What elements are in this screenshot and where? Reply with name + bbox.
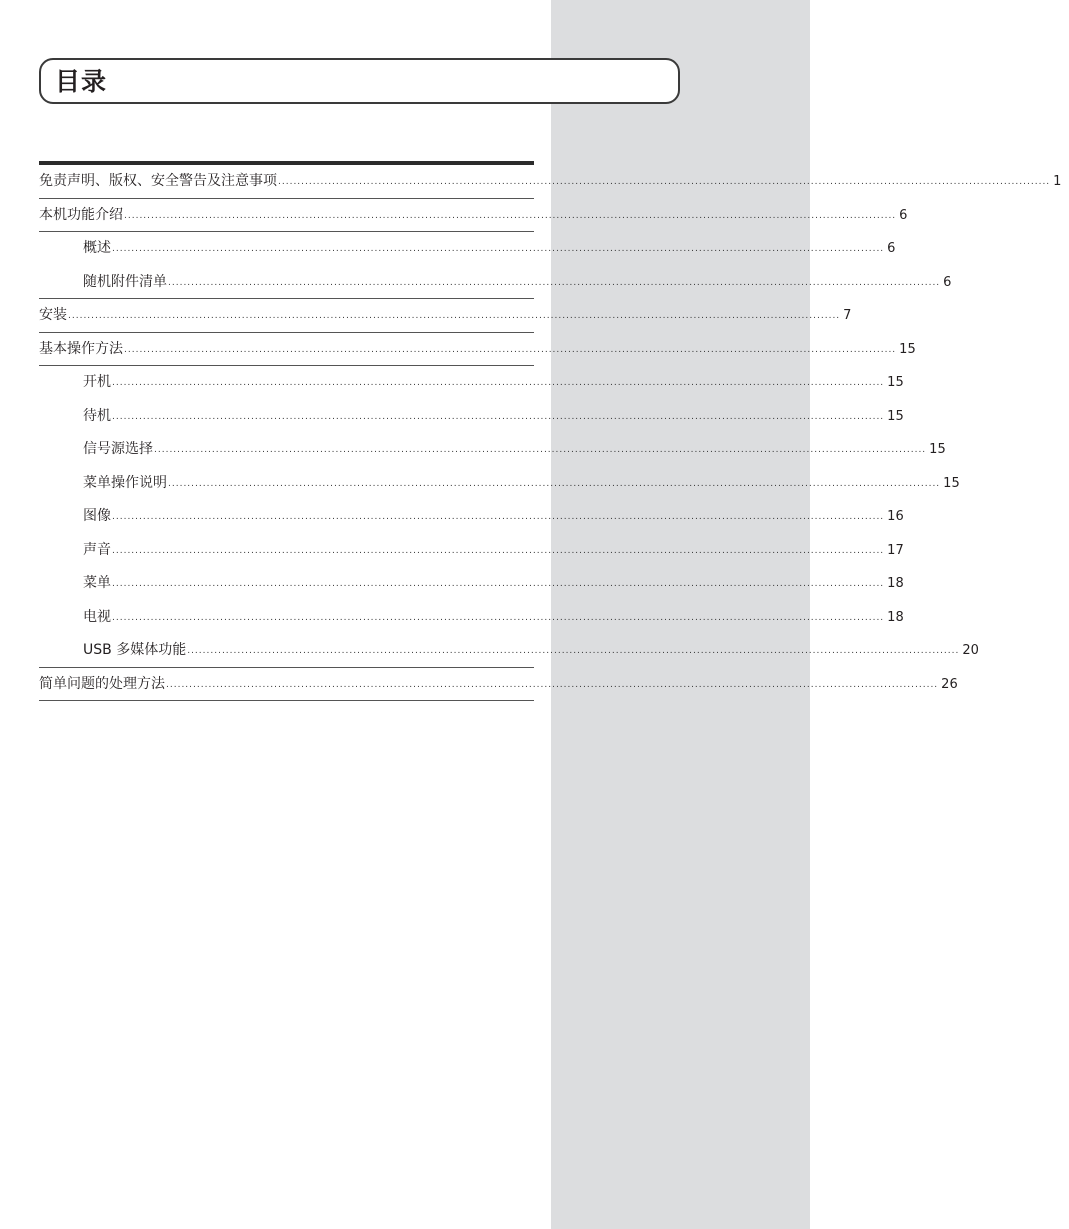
toc-entry[interactable] <box>39 534 904 568</box>
toc-entry-page: 6 <box>899 207 908 223</box>
toc-entry-label: 菜单操作说明 <box>83 474 167 491</box>
dot-leader: ........................................................................................................................................................................................................ <box>112 545 885 556</box>
toc-entry-label: 免责声明、版权、安全警告及注意事项 <box>39 173 277 189</box>
toc-entry[interactable] <box>39 634 979 668</box>
toc-entry-label: 待机 <box>83 407 111 424</box>
toc-entry[interactable] <box>39 299 852 333</box>
dot-leader: ........................................................................................................................................................................................................ <box>68 311 841 321</box>
dot-leader: ........................................................................................................................................................................................................ <box>112 512 885 522</box>
toc-entry-page: 15 <box>929 442 946 457</box>
dot-leader: ........................................................................................................................................................................................................ <box>112 612 885 623</box>
toc-entry[interactable] <box>39 400 904 434</box>
toc-entry-label: 信号源选择 <box>83 441 153 457</box>
toc-entry[interactable] <box>39 333 916 367</box>
dot-leader: ........................................................................................................................................................................................................ <box>124 210 897 221</box>
toc-entry[interactable] <box>39 199 908 233</box>
toc-entry-label: USB 多媒体功能 <box>83 642 187 658</box>
toc-entry[interactable] <box>39 232 896 266</box>
dot-leader: ........................................................................................................................................................................................................ <box>168 277 941 288</box>
toc-entry[interactable] <box>39 668 958 702</box>
toc-entry-page: 26 <box>941 676 958 692</box>
toc-entry-label: 随机附件清单 <box>83 273 167 290</box>
toc-entry-label: 电视 <box>83 608 111 625</box>
toc-entry[interactable] <box>39 366 904 400</box>
toc-entry-page: 7 <box>843 308 852 323</box>
toc-entry[interactable] <box>39 165 1062 199</box>
toc-entry[interactable] <box>39 567 904 601</box>
table-of-contents <box>39 161 1062 701</box>
toc-entry-label: 简单问题的处理方法 <box>39 675 165 692</box>
toc-entry-page: 15 <box>887 375 904 390</box>
toc-entry[interactable] <box>39 433 946 467</box>
dot-leader: ........................................................................................................................................................................................................ <box>168 478 941 489</box>
toc-entry-page: 17 <box>887 542 904 558</box>
dot-leader: ........................................................................................................................................................................................................ <box>112 579 885 589</box>
toc-entry-label: 基本操作方法 <box>39 340 123 357</box>
page-title: 目录 <box>55 67 108 96</box>
toc-entry[interactable] <box>39 500 904 534</box>
dot-leader: ........................................................................................................................................................................................................ <box>278 177 1051 187</box>
toc-entry[interactable] <box>39 601 904 635</box>
toc-entry-label: 菜单 <box>83 575 111 591</box>
dot-leader: ........................................................................................................................................................................................................ <box>166 679 939 690</box>
toc-entry-label: 安装 <box>39 307 67 323</box>
toc-entry-page: 16 <box>887 509 904 524</box>
toc-entry-page: 6 <box>943 274 952 290</box>
toc-entry-page: 6 <box>887 241 896 256</box>
dot-leader: ........................................................................................................................................................................................................ <box>112 378 885 388</box>
toc-entry-label: 概述 <box>83 240 111 256</box>
toc-entry-page: 20 <box>962 643 979 658</box>
toc-entry-page: 18 <box>887 576 904 591</box>
toc-entry-page: 1 <box>1053 174 1062 189</box>
dot-leader: ........................................................................................................................................................................................................ <box>112 244 885 254</box>
toc-entry-label: 开机 <box>83 374 111 390</box>
toc-entry-page: 15 <box>943 475 960 491</box>
dot-leader: ........................................................................................................................................................................................................ <box>187 646 960 656</box>
dot-leader: ........................................................................................................................................................................................................ <box>154 445 927 455</box>
toc-entry[interactable] <box>39 266 952 300</box>
dot-leader: ........................................................................................................................................................................................................ <box>112 411 885 422</box>
toc-entry-label: 声音 <box>83 541 111 558</box>
toc-entry[interactable] <box>39 467 960 501</box>
title-box <box>39 58 680 104</box>
toc-entry-page: 15 <box>887 408 904 424</box>
toc-entry-page: 15 <box>899 341 916 357</box>
dot-leader: ........................................................................................................................................................................................................ <box>124 344 897 355</box>
toc-entry-label: 本机功能介绍 <box>39 206 123 223</box>
toc-entry-label: 图像 <box>83 508 111 524</box>
toc-entry-page: 18 <box>887 609 904 625</box>
